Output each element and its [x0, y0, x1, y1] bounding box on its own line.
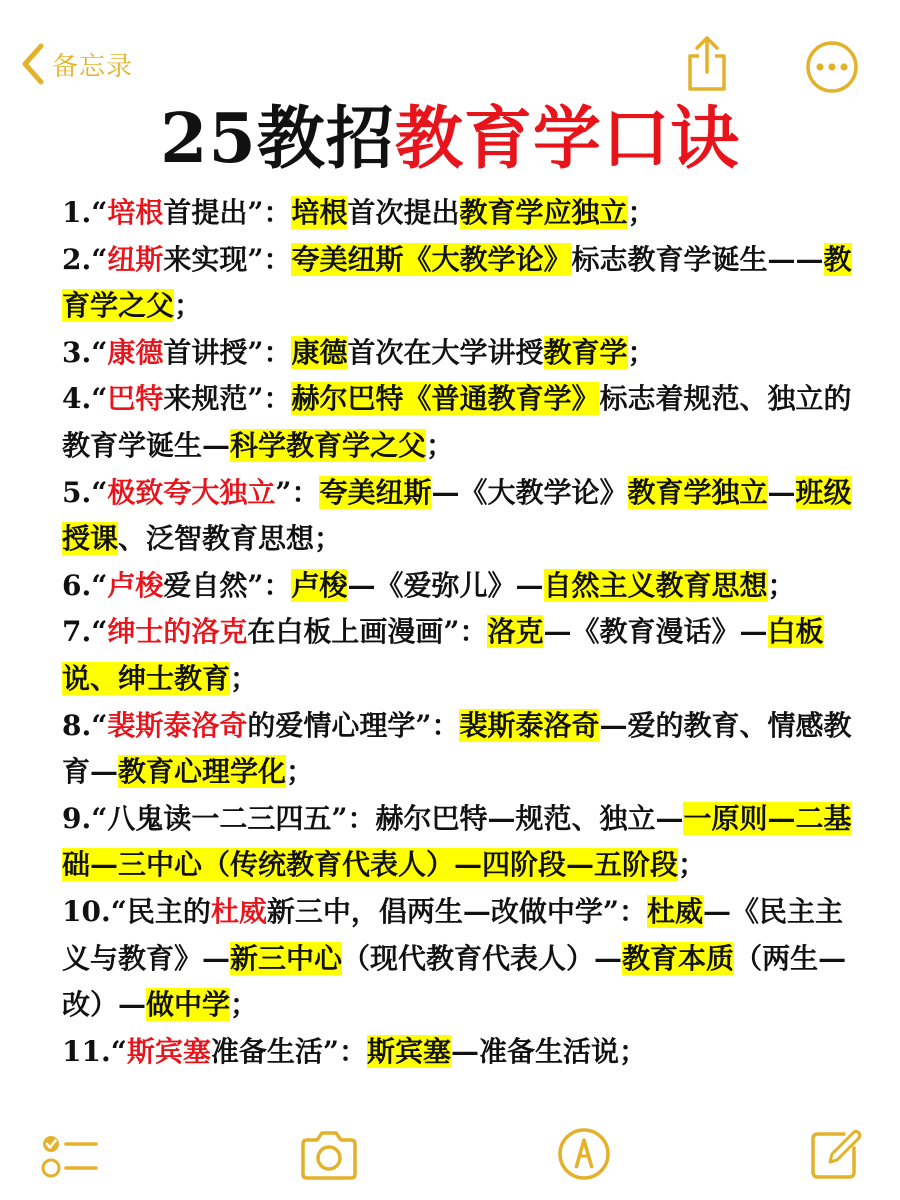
item-text: 10.“民主的 [62, 894, 211, 928]
bottom-toolbar [0, 1120, 900, 1200]
share-button[interactable] [683, 34, 731, 98]
note-item [62, 190, 852, 237]
item-text: ； [678, 848, 707, 882]
item-text: ； [767, 568, 796, 602]
item-text: ； [627, 335, 656, 369]
back-label: 备忘录 [52, 51, 134, 82]
item-text: ； [627, 196, 656, 229]
highlighted-text: 科学教育学之父 [230, 428, 427, 462]
item-text: ； [230, 988, 259, 1022]
item-text: 首次提出 [347, 196, 460, 229]
title-prefix: 25教招 [160, 99, 395, 179]
note-item [62, 609, 852, 702]
highlighted-text: 培根 [291, 196, 348, 229]
highlighted-text: 教育学之父 [62, 242, 852, 323]
item-text: —爱的教育、情感教育— [62, 708, 852, 789]
item-text: 标志着规范、独立的教育学诞生— [62, 382, 852, 462]
highlighted-text: 新三中心 [230, 941, 343, 975]
item-text: 新三中，倡两生—改做中学”： [266, 894, 647, 928]
title-highlight: 教育学口诀 [394, 99, 740, 179]
note-item [62, 563, 852, 610]
red-keyword: 培根 [107, 196, 164, 229]
highlighted-text: 卢梭 [291, 568, 348, 602]
item-text: 爱自然”： [163, 568, 292, 602]
chevron-left-icon [20, 42, 46, 86]
note-item [62, 470, 852, 563]
highlighted-text: 夸美纽斯《大教学论》 [291, 242, 572, 276]
item-text: —《大教学论》 [431, 475, 628, 509]
red-keyword: 纽斯 [107, 242, 164, 276]
item-text: 7.“ [62, 615, 108, 649]
red-keyword: 裴斯泰洛奇 [107, 708, 248, 742]
note-item [62, 703, 852, 796]
share-icon [683, 34, 731, 94]
ellipsis-circle-icon [805, 40, 859, 94]
highlighted-text: 教育本质 [622, 941, 735, 975]
item-text: 、泛智教育思想； [118, 522, 343, 556]
highlighted-text: 斯宾塞 [366, 1034, 451, 1068]
highlighted-text: 教育学独立 [627, 475, 768, 509]
item-text: 在白板上画漫画”： [247, 615, 488, 649]
item-text: 的爱情心理学”： [247, 708, 460, 742]
item-text: —《爱弥儿》— [347, 568, 544, 602]
highlighted-text: 赫尔巴特《普通教育学》 [291, 382, 600, 416]
item-text: 4.“ [62, 382, 108, 416]
highlighted-text: 教育学 [543, 335, 628, 369]
red-keyword: 杜威 [210, 894, 267, 928]
item-text: 3.“ [62, 335, 108, 369]
item-text: —《教育漫话》— [543, 615, 768, 649]
checklist-icon [40, 1130, 100, 1182]
note-item [62, 376, 852, 469]
more-button[interactable] [805, 40, 859, 98]
highlighted-text: 自然主义教育思想 [543, 568, 768, 602]
item-text: 首讲授”： [163, 335, 292, 369]
highlighted-text: 做中学 [146, 988, 231, 1022]
red-keyword: 康德 [107, 335, 164, 369]
item-text: 8.“ [62, 708, 108, 742]
note-item [62, 796, 852, 889]
item-text: — [767, 475, 796, 509]
markup-button[interactable] [556, 1126, 612, 1186]
red-keyword: 卢梭 [107, 568, 164, 602]
item-text: 2.“ [62, 242, 108, 276]
item-text: ； [426, 428, 455, 462]
highlighted-text: 教育学应独立 [459, 196, 628, 229]
item-text: 来实现”： [163, 242, 292, 276]
note-item [62, 1029, 852, 1076]
note-item [62, 889, 852, 1029]
highlighted-text: 白板说、绅士教育 [62, 615, 824, 695]
camera-icon [298, 1128, 360, 1182]
highlighted-text: 夸美纽斯 [319, 475, 432, 509]
item-text: ； [286, 755, 315, 789]
item-text: 首次在大学讲授 [347, 335, 544, 369]
highlighted-text: 班级授课 [62, 475, 852, 556]
item-text: —《民主主义与教育》— [62, 894, 843, 975]
nav-bar [0, 0, 900, 110]
note-body[interactable] [62, 190, 852, 1075]
item-text: 11.“ [62, 1034, 127, 1068]
item-text: （两生—改）— [62, 941, 847, 1022]
item-text: 来规范”： [163, 382, 292, 416]
item-text: 5.“ [62, 475, 108, 509]
compose-icon [808, 1126, 862, 1182]
item-text: 标志教育学诞生—— [571, 242, 824, 276]
item-text: 首提出”： [163, 196, 292, 229]
highlighted-text: 教育心理学化 [118, 755, 287, 789]
item-text: —准备生活说； [450, 1034, 647, 1068]
checklist-button[interactable] [40, 1130, 100, 1186]
camera-button[interactable] [298, 1128, 360, 1186]
back-button[interactable] [20, 42, 133, 86]
highlighted-text: 洛克 [487, 615, 544, 649]
highlighted-text: 一原则—二基础—三中心（传统教育代表人）—四阶段—五阶段 [62, 801, 852, 882]
item-text: 6.“ [62, 568, 108, 602]
item-text: 准备生活”： [210, 1034, 367, 1068]
item-text: （现代教育代表人）— [342, 941, 623, 975]
red-keyword: 绅士的洛克 [107, 615, 248, 649]
item-text: 9.“八鬼读一二三四五”：赫尔巴特—规范、独立— [62, 801, 684, 835]
item-text: ； [174, 289, 203, 323]
item-text: ； [230, 661, 259, 695]
red-keyword: 巴特 [107, 382, 164, 416]
markup-pen-icon [556, 1126, 612, 1182]
highlighted-text: 杜威 [646, 894, 703, 928]
highlighted-text: 康德 [291, 335, 348, 369]
compose-button[interactable] [808, 1126, 862, 1186]
note-item [62, 330, 852, 377]
note-title [0, 96, 900, 182]
red-keyword: 极致夸大独立 [107, 475, 276, 509]
highlighted-text: 裴斯泰洛奇 [459, 708, 600, 742]
item-text: ”： [275, 475, 320, 509]
note-item [62, 237, 852, 330]
item-text: 1.“ [62, 196, 108, 229]
red-keyword: 斯宾塞 [126, 1034, 211, 1068]
